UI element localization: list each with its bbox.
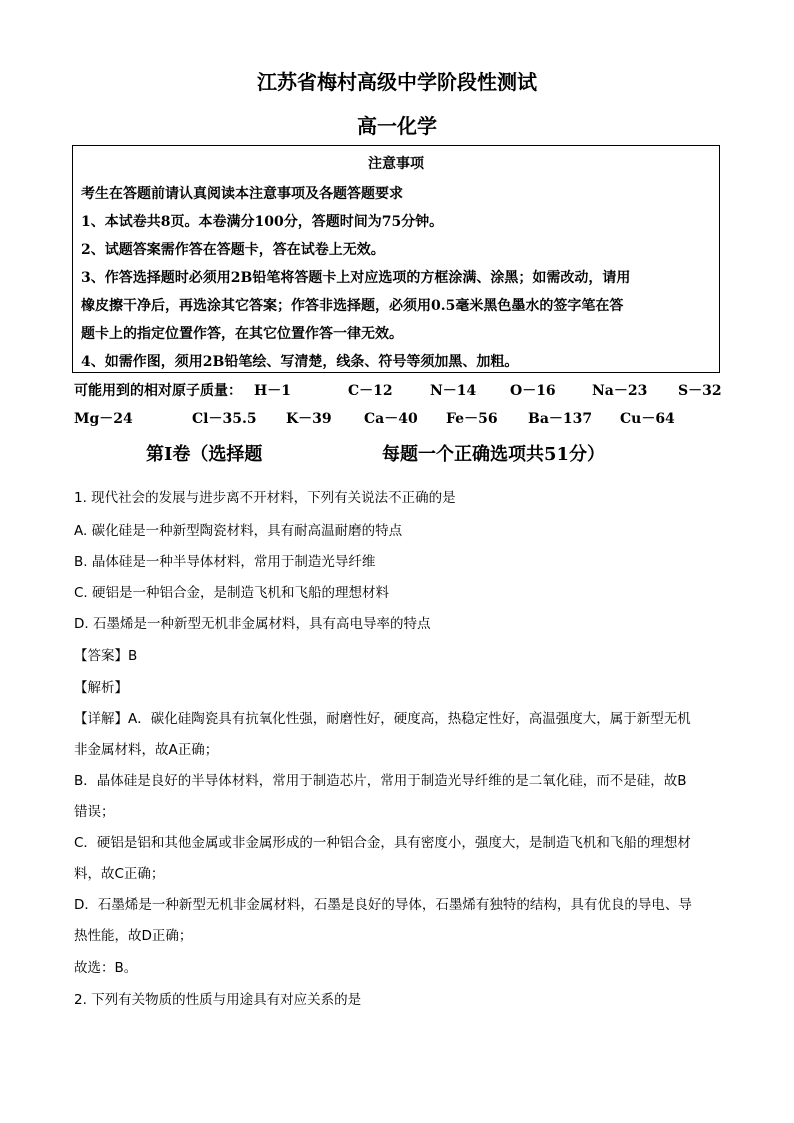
question-1-option-a: A. 碳化硅是一种新型陶瓷材料，具有耐高温耐磨的特点 [74, 523, 403, 539]
atomic-mass-row-1 [74, 380, 734, 400]
atomic-mass-item: Ba－137 [528, 411, 593, 427]
notice-line: 橡皮擦干净后，再选涂其它答案；作答非选择题，必须用0.5毫米黑色墨水的签字笔在答 [81, 298, 624, 314]
notice-line: 考生在答题前请认真阅读本注意事项及各题答题要求 [81, 186, 403, 202]
atomic-mass-item: S－32 [678, 383, 722, 399]
detail-line: D．石墨烯是一种新型无机非金属材料，石墨是良好的导体，石墨烯有独特的结构，具有优良的导电、导 [74, 897, 692, 913]
notice-line: 2、试题答案需作答在答题卡，答在试卷上无效。 [81, 242, 385, 258]
answer-value: B [128, 648, 138, 664]
answer-line [74, 644, 137, 664]
atomic-mass-item: Ca－40 [364, 411, 418, 427]
atomic-mass-item: Na－23 [592, 383, 648, 399]
notice-heading: 注意事项 [368, 156, 424, 172]
detail-tag: 【详解】 [74, 711, 128, 727]
atomic-mass-item: K－39 [286, 411, 332, 427]
notice-line: 1、本试卷共8页。本卷满分100分，答题时间为75分钟。 [81, 214, 444, 230]
question-1-option-d: D. 石墨烯是一种新型无机非金属材料，具有高电导率的特点 [74, 616, 431, 632]
atomic-mass-item: Cl－35.5 [192, 411, 257, 427]
question-2-stem: 2. 下列有关物质的性质与用途具有对应关系的是 [74, 992, 362, 1008]
detail-line: 错误； [74, 804, 115, 820]
analysis-tag: 【解析】 [74, 680, 128, 696]
question-1-stem: 1. 现代社会的发展与进步离不开材料，下列有关说法不正确的是 [74, 490, 456, 506]
detail-line: 料，故C正确； [74, 866, 165, 882]
question-1-option-c: C. 硬铝是一种铝合金，是制造飞机和飞船的理想材料 [74, 585, 390, 601]
section-title-part2: 每题一个正确选项共51分） [382, 444, 606, 465]
notice-box [72, 145, 720, 373]
detail-line: B．晶体硅是良好的半导体材料，常用于制造芯片，常用于制造光导纤维的是二氧化硅，而不是硅，故B [74, 773, 687, 789]
conclusion: 故选：B。 [74, 960, 138, 976]
atomic-mass-row-2 [74, 408, 734, 428]
notice-line: 4、如需作图，须用2B铅笔绘、写清楚，线条、符号等须加黑、加粗。 [81, 354, 519, 370]
detail-line: 热性能，故D正确； [74, 928, 193, 944]
detail-line: C．硬铝是铝和其他金属或非金属形成的一种铝合金，具有密度小，强度大，是制造飞机和飞船的理想材 [74, 835, 691, 851]
question-1-option-b: B. 晶体硅是一种半导体材料，常用于制造光导纤维 [74, 554, 376, 570]
detail-line [74, 707, 691, 727]
notice-line: 3、作答选择题时必须用2B铅笔将答题卡上对应选项的方框涂满、涂黑；如需改动，请用 [81, 270, 631, 286]
atomic-mass-label: 可能用到的相对原子质量： [74, 383, 242, 399]
atomic-mass-item: Mg－24 [74, 411, 133, 427]
notice-line: 题卡上的指定位置作答，在其它位置作答一律无效。 [81, 326, 403, 342]
section-title-part1: 第Ⅰ卷（选择题 [146, 444, 263, 465]
atomic-mass-item: C－12 [348, 383, 393, 399]
exam-title: 江苏省梅村高级中学阶段性测试 [257, 70, 537, 94]
detail-line: 非金属材料，故A正确； [74, 742, 219, 758]
atomic-mass-item: O－16 [510, 383, 556, 399]
answer-tag: 【答案】 [74, 648, 128, 664]
atomic-mass-item: Fe－56 [446, 411, 498, 427]
subject-title: 高一化学 [357, 114, 437, 138]
atomic-mass-item: Cu－64 [620, 411, 675, 427]
detail-text: A．碳化硅陶瓷具有抗氧化性强，耐磨性好，硬度高，热稳定性好，高温强度大，属于新型无机 [128, 711, 691, 727]
atomic-mass-item: H－1 [254, 383, 291, 399]
atomic-mass-item: N－14 [430, 383, 477, 399]
